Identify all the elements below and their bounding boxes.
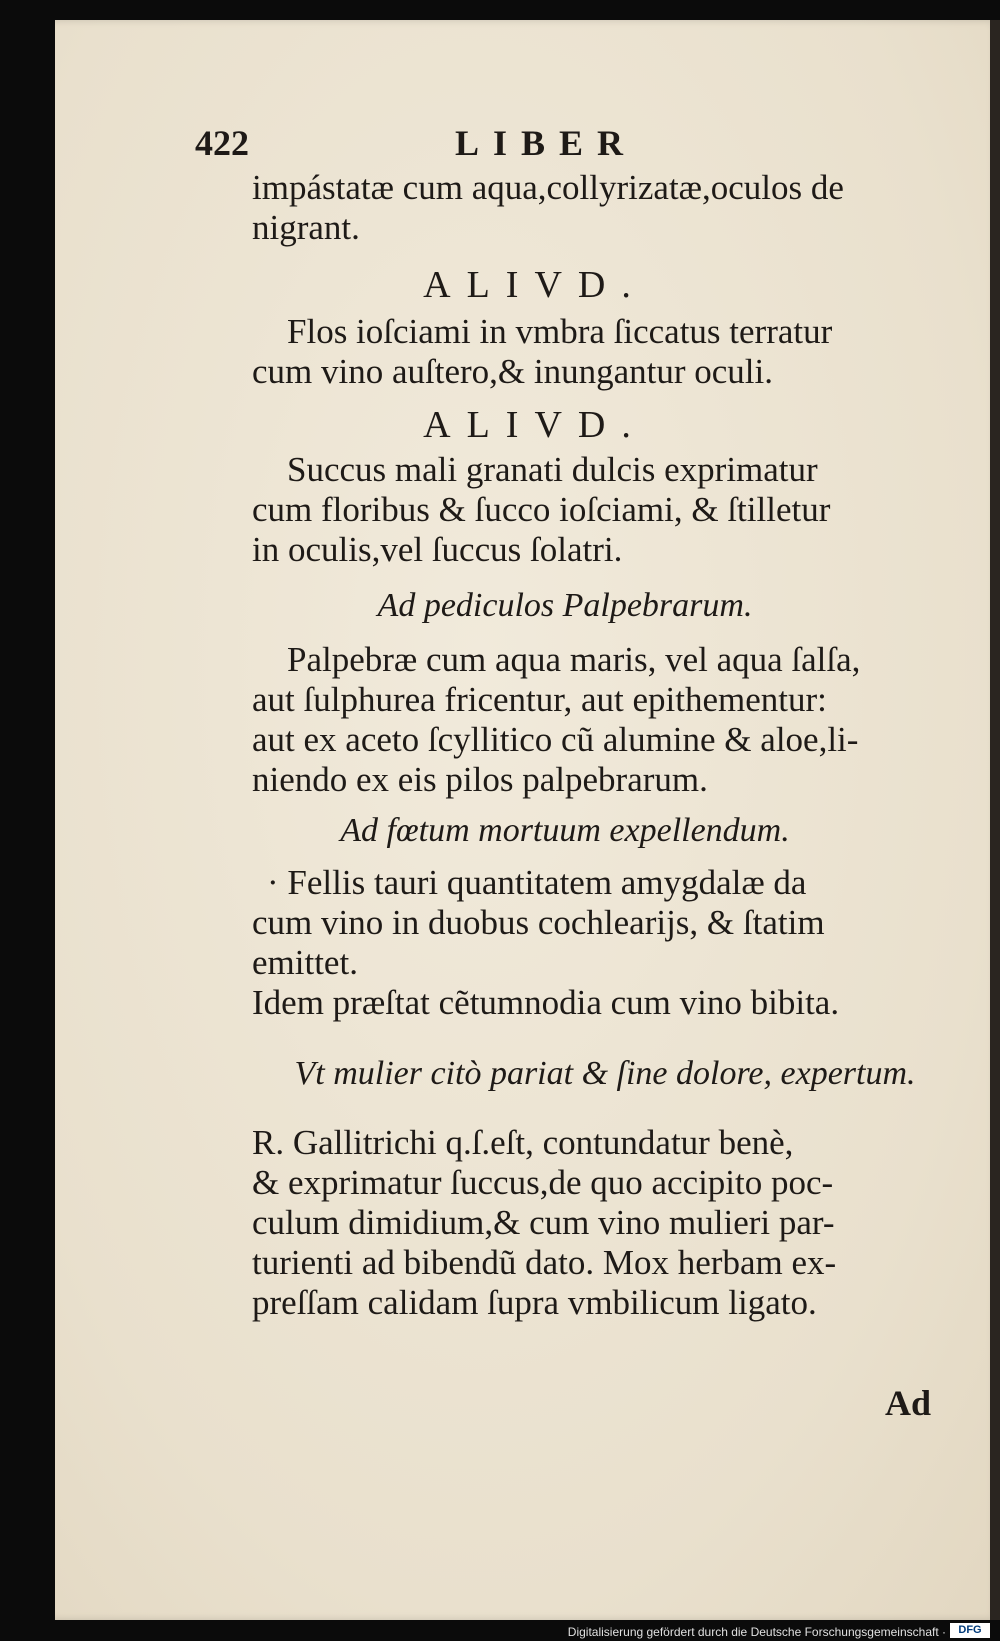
text-line: · Fellis tauri quantitatem amygdalæ da	[267, 863, 807, 902]
running-head: LIBER	[455, 123, 638, 163]
text-line: aut ex aceto ſcyllitico cũ alumine & aloe,li-	[252, 720, 859, 759]
text-line: Idem præſtat cẽtumnodia cum vino bibita.	[252, 983, 840, 1022]
text-line: in oculis,vel ſuccus ſolatri.	[252, 530, 623, 569]
text-line: turienti ad bibendũ dato. Mox herbam ex-	[252, 1243, 837, 1282]
section-heading-aliud-2: ALIVD.	[423, 404, 647, 446]
footer-bar	[0, 1620, 1000, 1641]
text-line: cum vino auſtero,& inungantur oculi.	[252, 352, 774, 391]
section-heading-aliud-1: ALIVD.	[423, 264, 647, 306]
page-number: 422	[195, 123, 249, 163]
text-line: Succus mali granati dulcis exprimatur	[287, 450, 818, 489]
book-spine	[990, 20, 1000, 1620]
section-heading-pariat: Vt mulier citò pariat & ſine dolore, expertum.	[294, 1055, 916, 1092]
section-heading-foetum: Ad fœtum mortuum expellendum.	[340, 812, 790, 849]
text-line: impástatæ cum aqua,collyrizatæ,oculos de	[252, 168, 844, 207]
dfg-logo: DFG	[950, 1623, 990, 1638]
text-line: cum vino in duobus cochlearijs, & ſtatim	[252, 903, 825, 942]
text-line: R. Gallitrichi q.ſ.eſt, contundatur benè,	[252, 1123, 794, 1162]
catchword: Ad	[885, 1383, 932, 1423]
text-line: nigrant.	[252, 208, 360, 247]
footer-credit: Digitalisierung gefördert durch die Deutsche Forschungsgemeinschaft ·	[567, 1625, 946, 1639]
text-line: & exprimatur ſuccus,de quo accipito poc-	[252, 1163, 834, 1202]
text-line: Palpebræ cum aqua maris, vel aqua ſalſa,	[287, 640, 861, 679]
text-line: aut ſulphurea fricentur, aut epithementur:	[252, 680, 827, 719]
section-heading-pediculos: Ad pediculos Palpebrarum.	[377, 587, 753, 624]
text-line: niendo ex eis pilos palpebrarum.	[252, 760, 708, 799]
text-line: cum floribus & ſucco ioſciami, & ſtilletur	[252, 490, 831, 529]
text-line: preſſam calidam ſupra vmbilicum ligato.	[252, 1283, 817, 1322]
text-line: culum dimidium,& cum vino mulieri par-	[252, 1203, 835, 1242]
text-line: Flos ioſciami in vmbra ſiccatus terratur	[287, 312, 833, 351]
text-line: emittet.	[252, 943, 358, 982]
